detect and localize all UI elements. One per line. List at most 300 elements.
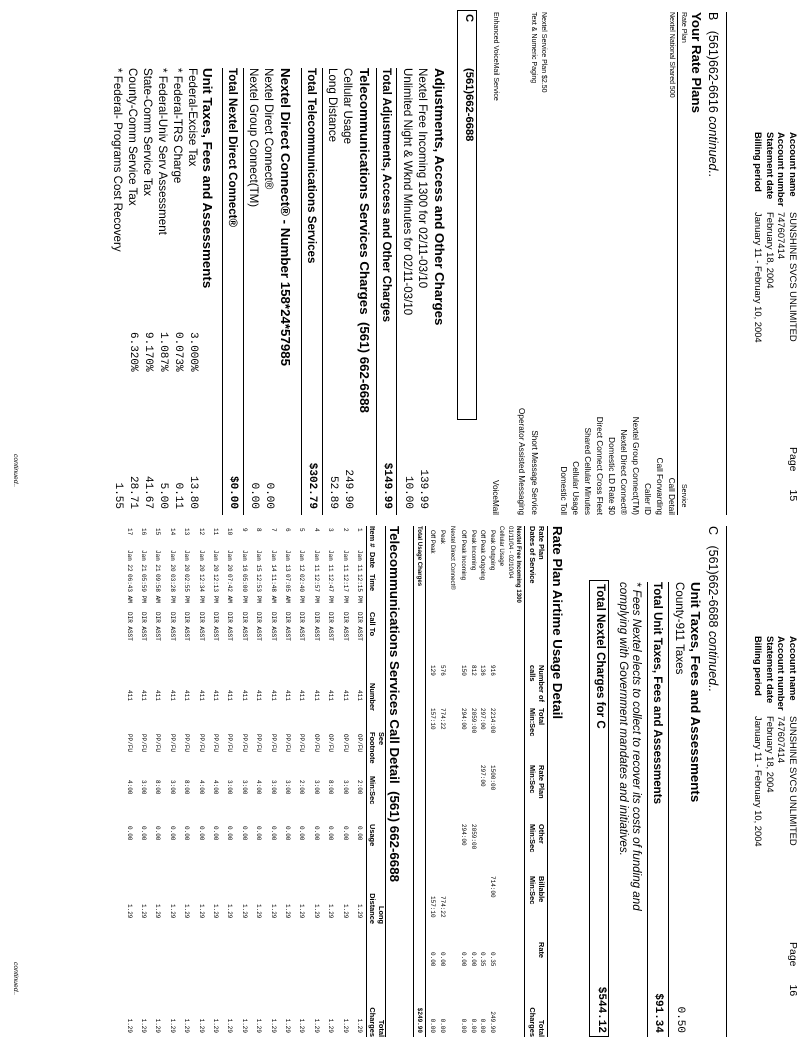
header-value: January 11 - February 10, 2004 xyxy=(753,716,765,847)
call-number: 411 xyxy=(212,690,219,701)
call-usage: 0.00 xyxy=(125,826,133,841)
airtime-charges: 0.00 xyxy=(460,1018,468,1033)
divider xyxy=(647,582,648,1037)
call-footnote: PP/FU xyxy=(168,734,176,753)
total-amount: $149.99 xyxy=(381,462,393,509)
call-number: 411 xyxy=(154,690,162,701)
column-header: Total Charges xyxy=(528,1007,546,1037)
charge-label: Cellular Usage xyxy=(341,68,354,145)
column-header: Total Charges xyxy=(368,1007,386,1037)
service-item: Nextel Group Connect(TM) xyxy=(631,416,640,515)
call-footnote: PP/FU xyxy=(154,734,162,753)
service-item: Cellular Usage xyxy=(571,461,580,515)
call-footnote: PP/FU xyxy=(226,734,234,753)
airtime-row-label: Peak xyxy=(439,530,446,544)
call-min-sec: 8:00 xyxy=(154,780,162,795)
call-long-distance: 1.29 xyxy=(154,904,162,919)
airtime-total-min: 2214:00 xyxy=(489,708,496,734)
header-value: SUNSHINE SVCS UNLIMITED xyxy=(788,212,799,342)
airtime-charges: 0.00 xyxy=(429,1018,437,1033)
call-total: 1.29 xyxy=(125,1018,133,1033)
call-min-sec: 4:00 xyxy=(255,780,263,795)
call-usage: 0.00 xyxy=(197,826,205,841)
call-item: 16 xyxy=(140,528,147,536)
airtime-charges: 0.00 xyxy=(479,1018,487,1033)
airtime-billable-min: 157:10 xyxy=(429,896,437,918)
rate-plan-column-header: Rate Plan xyxy=(680,12,687,43)
tax-amount: 1.55 xyxy=(112,482,124,509)
airtime-rate: 0.00 xyxy=(470,952,477,967)
call-number: 411 xyxy=(284,690,291,701)
telecom-number: (561) 662-6688 xyxy=(357,321,372,413)
section-number: (561)662-6616 xyxy=(706,30,720,113)
header-value: 747607414 xyxy=(776,716,788,763)
call-long-distance: 1.29 xyxy=(269,904,277,919)
airtime-row-label: Off Peak Incoming xyxy=(460,530,468,581)
call-footnote: OP/FU xyxy=(341,734,349,753)
airtime-charges: 249.90 xyxy=(489,1011,496,1033)
call-number: 411 xyxy=(240,690,248,701)
section-number: (561)662-6688 xyxy=(463,68,475,142)
statement-page-16 xyxy=(0,522,809,1041)
airtime-rate: 0.35 xyxy=(489,952,496,967)
airtime-calls: 576 xyxy=(439,665,446,676)
call-detail-number: (561) 662-6688 xyxy=(387,791,402,882)
column-header: Rate xyxy=(537,942,546,959)
column-header: Usage xyxy=(368,824,377,847)
divider xyxy=(222,68,223,515)
call-footnote: PP/FU xyxy=(197,734,205,753)
call-number: 411 xyxy=(197,690,205,701)
call-long-distance: 1.29 xyxy=(212,904,219,919)
airtime-plan-min: 297:00 xyxy=(479,765,487,787)
call-time: 12:34 PM xyxy=(197,574,205,603)
header-label: Statement date xyxy=(764,636,776,704)
airtime-calls: 136 xyxy=(479,665,487,676)
header-label: Statement date xyxy=(764,132,776,200)
total-label: Total Adjustments, Access and Other Charges xyxy=(380,68,393,323)
charge-label: Unlimited Night & Wknd Minutes for 02/11-03/10 xyxy=(401,68,414,316)
call-footnote: PP/FU xyxy=(125,734,133,753)
airtime-row-label: Off Peak xyxy=(429,530,437,554)
section-heading-b xyxy=(706,12,720,177)
call-min-sec: 3:00 xyxy=(168,780,176,795)
call-item: 9 xyxy=(240,528,248,532)
column-header: Rate Plan xyxy=(537,526,546,560)
call-total: 1.29 xyxy=(197,1018,205,1033)
airtime-row-label: Peak Incoming xyxy=(470,530,477,571)
call-date: Jan 21 xyxy=(154,550,162,572)
fees-note: * Fees Nextel elects to collect to recover its costs of funding and complying with Government mandates and initiatives. xyxy=(617,582,643,911)
call-usage: 0.00 xyxy=(183,826,191,841)
tax-amount: 28.71 xyxy=(127,475,139,509)
call-min-sec: 8:00 xyxy=(327,780,335,795)
call-footnote: OP/FU xyxy=(356,734,363,753)
call-item: 12 xyxy=(197,528,205,536)
service-column-header: Service xyxy=(680,484,687,508)
charge-label: Nextel Direct Connect® xyxy=(262,68,275,190)
total-label: Total Unit Taxes, Fees and Assessments xyxy=(651,582,664,805)
call-min-sec: 4:00 xyxy=(212,780,219,795)
call-date: Jan 22 xyxy=(125,550,133,572)
tax-rate: 6.320% xyxy=(127,332,139,372)
section-letter: C xyxy=(463,14,475,23)
page-label: Page xyxy=(787,942,799,967)
tax-label: * Federal- Programs Cost Recovery xyxy=(111,68,124,252)
direct-connect-title: Nextel Direct Connect® - Number 158*24*57985 xyxy=(278,68,293,367)
tax-label: Federal-Excise Tax xyxy=(186,68,199,167)
call-min-sec: 4:00 xyxy=(197,780,205,795)
call-footnote: PP/FU xyxy=(212,734,219,753)
call-long-distance: 1.29 xyxy=(125,904,133,919)
column-header: Time xyxy=(368,574,377,592)
tax-amount: 13.80 xyxy=(187,475,199,509)
call-date: Jan 12 xyxy=(298,550,306,572)
call-time: 09:58 AM xyxy=(154,574,162,603)
call-usage: 0.00 xyxy=(212,826,219,841)
page-label: Page xyxy=(787,447,799,472)
service-item: Call Detail xyxy=(667,477,676,515)
taxes-title: Unit Taxes, Fees and Assessments xyxy=(200,68,215,289)
call-item: 13 xyxy=(183,528,191,536)
call-to: DIR ASST xyxy=(168,612,176,641)
continued-footer: continued.. xyxy=(12,454,19,488)
call-usage: 0.00 xyxy=(341,826,349,841)
service-item: Domestic LD Rate $0 xyxy=(607,437,616,515)
divider xyxy=(668,582,669,1037)
airtime-title: Rate Plan Airtime Usage Detail xyxy=(550,526,565,720)
column-header: Total Min:Sec xyxy=(528,708,546,737)
column-header: Number of calls xyxy=(528,665,546,702)
column-header: Min:Sec xyxy=(368,776,377,805)
total-label: Total Nextel Charges for C xyxy=(594,584,607,729)
call-time: 07:42 AM xyxy=(226,574,234,603)
airtime-rate: 0.00 xyxy=(429,952,437,967)
call-footnote: PP/FU xyxy=(140,734,147,753)
call-total: 1.29 xyxy=(183,1018,191,1033)
airtime-total-min: 774:22 xyxy=(439,708,446,730)
call-long-distance: 1.29 xyxy=(255,904,263,919)
call-min-sec: 3:00 xyxy=(284,780,291,795)
call-number: 411 xyxy=(356,690,363,701)
call-footnote: PP/FU xyxy=(269,734,277,753)
charge-amount: 139.99 xyxy=(417,469,429,509)
call-total: 1.29 xyxy=(154,1018,162,1033)
total-amount: $0.00 xyxy=(227,475,239,509)
airtime-rate: 0.35 xyxy=(479,952,487,967)
call-number: 411 xyxy=(327,690,335,701)
call-usage: 0.00 xyxy=(168,826,176,841)
call-to: DIR ASST xyxy=(312,612,320,641)
call-total: 1.29 xyxy=(212,1018,219,1033)
call-date: Jan 16 xyxy=(240,550,248,572)
total-label: Total Telecommunications Services xyxy=(305,68,318,264)
call-to: DIR ASST xyxy=(240,612,248,641)
call-number: 411 xyxy=(140,690,147,701)
charge-amount: 10.00 xyxy=(402,475,414,509)
call-usage: 0.00 xyxy=(226,826,234,841)
call-long-distance: 1.29 xyxy=(183,904,191,919)
service-list xyxy=(488,202,500,515)
call-min-sec: 3:00 xyxy=(240,780,248,795)
airtime-total-min: 157:10 xyxy=(429,708,437,730)
call-total: 1.29 xyxy=(298,1018,306,1033)
call-total: 1.29 xyxy=(226,1018,234,1033)
header-value: SUNSHINE SVCS UNLIMITED xyxy=(788,716,799,846)
call-min-sec: 3:00 xyxy=(140,780,147,795)
call-usage: 0.00 xyxy=(255,826,263,841)
call-long-distance: 1.29 xyxy=(240,904,248,919)
call-date: Jan 20 xyxy=(183,550,191,572)
header-value: January 11 - February 10, 2004 xyxy=(753,212,765,343)
rate-plan-name: Enhanced VoiceMail Service xyxy=(492,12,499,101)
call-long-distance: 1.29 xyxy=(327,904,335,919)
divider xyxy=(726,526,727,1037)
call-total: 1.29 xyxy=(255,1018,263,1033)
header-label: Billing period xyxy=(753,132,765,192)
call-to: DIR ASST xyxy=(125,612,133,641)
call-footnote: OP/FU xyxy=(327,734,335,753)
call-time: 11:48 AM xyxy=(269,574,277,603)
section-heading-c xyxy=(706,526,720,692)
service-item: Shared Cellular Minutes xyxy=(583,427,592,515)
call-to: DIR ASST xyxy=(226,612,234,641)
call-to: DIR ASST xyxy=(154,612,162,641)
divider xyxy=(396,68,397,515)
call-footnote: OP/FU xyxy=(312,734,320,753)
column-header: Item # xyxy=(368,526,377,548)
tax-amount: 41.67 xyxy=(142,475,154,509)
rate-plan-name: Text & Numeric Paging xyxy=(530,12,537,84)
divider xyxy=(376,68,377,515)
divider xyxy=(524,526,525,1037)
tax-label: * Federal-Univ Serv Assessment xyxy=(156,68,169,235)
call-number: 411 xyxy=(269,690,277,701)
call-number: 411 xyxy=(183,690,191,701)
adjustments-title: Adjustments, Access and Other Charges xyxy=(432,68,447,326)
telecom-charges-title xyxy=(357,68,372,413)
column-header: See Footnote xyxy=(368,732,386,764)
airtime-total-min: 294:00 xyxy=(460,708,468,730)
airtime-total-min: 2059:00 xyxy=(470,708,477,734)
taxes-title: Unit Taxes, Fees and Assessments xyxy=(688,582,703,803)
call-date: Jan 20 xyxy=(168,550,176,572)
call-date: Jan 13 xyxy=(284,550,291,572)
tax-rate: 1.087% xyxy=(157,332,169,372)
call-date: Jan 11 xyxy=(356,550,363,572)
telecom-title-text: Telecommunications Services Charges xyxy=(357,68,372,315)
airtime-rate: 0.00 xyxy=(460,952,468,967)
call-item: 3 xyxy=(327,528,335,532)
call-long-distance: 1.29 xyxy=(284,904,291,919)
call-item: 1 xyxy=(356,528,363,532)
call-to: DIR ASST xyxy=(255,612,263,641)
call-date: Jan 11 xyxy=(327,550,335,572)
tax-label: County-911 Taxes xyxy=(673,582,686,675)
charge-amount: 249.90 xyxy=(342,469,354,509)
call-time: 06:43 AM xyxy=(125,574,133,603)
call-usage: 0.00 xyxy=(269,826,277,841)
call-item: 7 xyxy=(269,528,277,532)
call-long-distance: 1.29 xyxy=(140,904,147,919)
call-min-sec: 4:00 xyxy=(125,780,133,795)
account-header xyxy=(753,636,799,956)
airtime-row-label: Peak Outgoing xyxy=(489,530,496,571)
call-number: 411 xyxy=(168,690,176,701)
rate-plan-name: Nextel National Shared 500 xyxy=(668,12,675,98)
call-date: Jan 21 xyxy=(140,550,147,572)
call-to: DIR ASST xyxy=(183,612,191,641)
call-number: 411 xyxy=(226,690,234,701)
charge-label: Nextel Group Connect(TM) xyxy=(247,68,260,208)
call-time: 12:53 PM xyxy=(255,574,263,603)
call-time: 05:00 PM xyxy=(240,574,248,603)
total-amount: $544.12 xyxy=(595,986,607,1033)
airtime-dates: 01/11/04 - 02/10/04 xyxy=(507,526,514,579)
call-time: 12:17 PM xyxy=(341,574,349,603)
rate-plans-title: Your Rate Plans xyxy=(689,12,704,113)
call-item: 17 xyxy=(125,528,133,536)
call-min-sec: 2:00 xyxy=(298,780,306,795)
call-long-distance: 1.29 xyxy=(168,904,176,919)
total-amount: $302.79 xyxy=(306,462,318,509)
page-number-value: 16 xyxy=(787,984,799,997)
call-to: DIR ASST xyxy=(212,612,219,641)
call-usage: 0.00 xyxy=(140,826,147,841)
call-usage: 0.00 xyxy=(154,826,162,841)
continued-label: continued.. xyxy=(706,116,720,178)
service-item: Direct Connect Cross Fleet xyxy=(595,416,604,515)
call-item: 4 xyxy=(312,528,320,532)
call-footnote: PP/FU xyxy=(255,734,263,753)
airtime-calls: 916 xyxy=(489,665,496,676)
call-to: DIR ASST xyxy=(298,612,306,641)
page-number-value: 15 xyxy=(787,489,799,502)
call-to: DIR ASST xyxy=(140,612,147,641)
tax-label: County-Comm Service Tax xyxy=(126,68,139,206)
call-usage: 0.00 xyxy=(312,826,320,841)
call-long-distance: 1.29 xyxy=(298,904,306,919)
column-header: Dates of Service xyxy=(528,526,537,584)
service-list xyxy=(509,202,539,515)
call-date: Jan 14 xyxy=(269,550,277,572)
call-date: Jan 20 xyxy=(197,550,205,572)
service-item: Caller ID xyxy=(643,483,652,515)
call-total: 1.29 xyxy=(327,1018,335,1033)
airtime-plan: Nextel Free Incoming 1300 xyxy=(515,526,522,603)
continued-label: continued.. xyxy=(706,630,720,693)
service-list xyxy=(556,202,676,515)
airtime-group: Cellular Usage xyxy=(498,526,505,566)
call-number: 411 xyxy=(341,690,349,701)
column-header: Call To xyxy=(368,612,377,637)
call-time: 05:59 PM xyxy=(140,574,147,603)
header-label: Billing period xyxy=(753,636,765,696)
account-header xyxy=(753,132,799,452)
airtime-billable-min: 714:00 xyxy=(489,876,496,898)
charge-amount: 52.89 xyxy=(327,475,339,509)
airtime-charges: 0.00 xyxy=(470,1018,477,1033)
header-label: Account number xyxy=(776,132,788,207)
call-total: 1.29 xyxy=(356,1018,363,1033)
airtime-rate: 0.00 xyxy=(439,952,446,967)
call-long-distance: 1.29 xyxy=(341,904,349,919)
call-item: 15 xyxy=(154,528,162,536)
service-item: Nextel Direct Connect® xyxy=(619,429,628,515)
usage-total-label: Total Usage Charges xyxy=(416,526,423,587)
call-total: 1.29 xyxy=(284,1018,291,1033)
call-min-sec: 3:00 xyxy=(341,780,349,795)
airtime-plan-min: 1500:00 xyxy=(489,765,496,791)
charge-amount: 0.00 xyxy=(248,482,260,509)
call-total: 1.29 xyxy=(312,1018,320,1033)
airtime-group: Nextel Direct Connect® xyxy=(449,526,456,590)
call-to: DIR ASST xyxy=(269,612,277,641)
call-time: 12:15 PM xyxy=(356,574,363,603)
column-header: Billable Min:Sec xyxy=(528,876,546,905)
call-item: 11 xyxy=(212,528,219,536)
column-header: Other Min:Sec xyxy=(528,824,546,853)
service-item: Short Message Service xyxy=(530,430,539,515)
divider xyxy=(726,12,727,515)
service-item: Domestic Toll xyxy=(559,466,568,515)
call-number: 411 xyxy=(125,690,133,701)
airtime-calls: 812 xyxy=(470,665,477,676)
divider xyxy=(547,526,548,1037)
call-long-distance: 1.29 xyxy=(356,904,363,919)
service-item: Operator Assisted Messaging xyxy=(517,408,526,515)
call-time: 12:13 PM xyxy=(212,574,219,603)
divider xyxy=(677,12,678,515)
call-total: 1.29 xyxy=(240,1018,248,1033)
divider xyxy=(413,526,414,1037)
header-value: February 18, 2004 xyxy=(764,212,776,289)
call-long-distance: 1.29 xyxy=(197,904,205,919)
call-footnote: PP/FU xyxy=(240,734,248,753)
tax-amount: 0.50 xyxy=(674,1006,686,1033)
divider xyxy=(301,68,302,515)
tax-label: State-Comm Service Tax xyxy=(141,68,154,197)
airtime-other-min: 294:00 xyxy=(460,824,468,846)
call-item: 6 xyxy=(284,528,291,532)
divider xyxy=(385,526,386,1037)
call-usage: 0.00 xyxy=(240,826,248,841)
call-usage: 0.00 xyxy=(356,826,363,841)
page-number xyxy=(787,942,799,996)
call-long-distance: 1.29 xyxy=(226,904,234,919)
airtime-row-label: Off Peak Outgoing xyxy=(479,530,487,581)
header-value: February 18, 2004 xyxy=(764,716,776,793)
call-number: 411 xyxy=(255,690,263,701)
call-item: 5 xyxy=(298,528,306,532)
call-item: 8 xyxy=(255,528,263,532)
column-header: Number xyxy=(368,683,377,711)
tax-rate: 3.000% xyxy=(187,332,199,372)
column-header: Date xyxy=(368,552,377,569)
header-label: Account name xyxy=(788,636,799,701)
column-header: Rate Plan Min:Sec xyxy=(528,765,546,799)
header-value: 747607414 xyxy=(776,212,788,259)
tax-label: * Federal-TRS Charge xyxy=(171,68,184,184)
airtime-billable-min: 774:22 xyxy=(439,896,446,918)
call-date: Jan 11 xyxy=(341,550,349,572)
call-total: 1.29 xyxy=(269,1018,277,1033)
call-usage: 0.00 xyxy=(284,826,291,841)
call-footnote: PP/FU xyxy=(284,734,291,753)
divider xyxy=(243,68,244,515)
section-letter: C xyxy=(706,526,720,536)
call-to: DIR ASST xyxy=(356,612,363,641)
